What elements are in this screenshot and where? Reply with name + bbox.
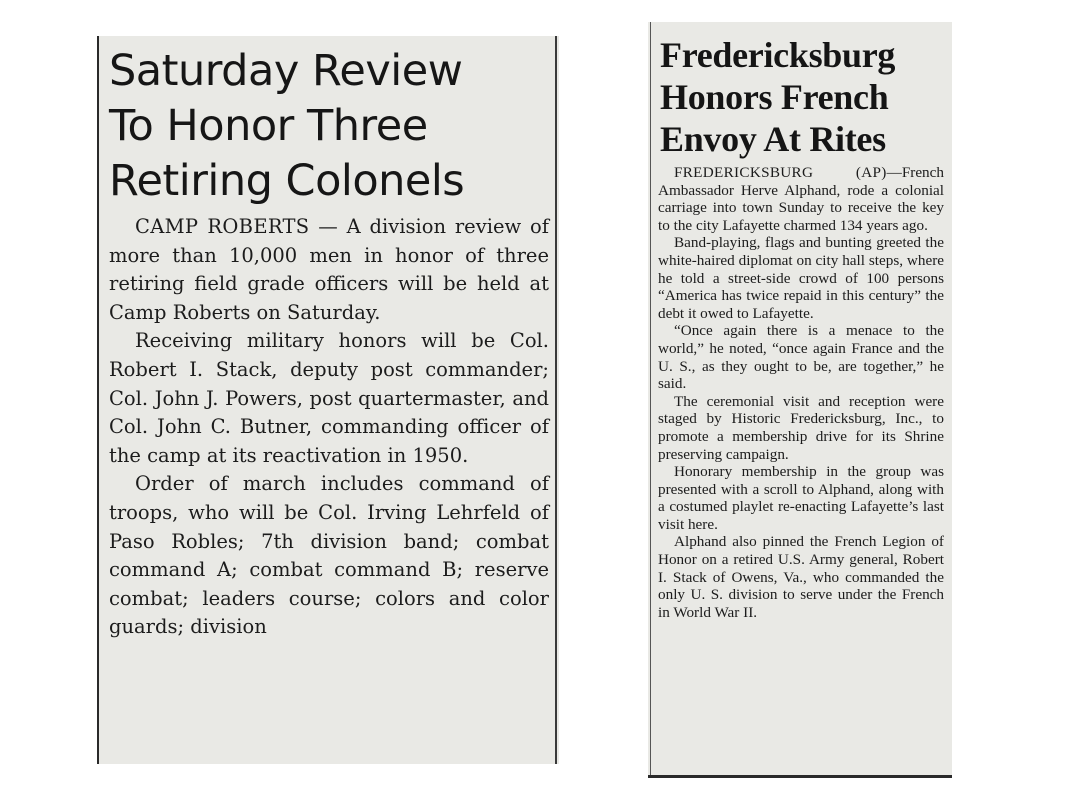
right-headline-line: Envoy At Rites	[660, 119, 886, 159]
left-headline-line: Retiring Colonels	[109, 156, 465, 206]
right-headline	[660, 34, 944, 160]
right-dateline: FREDERICKSBURG (AP)	[674, 164, 887, 181]
right-news-clipping	[648, 22, 952, 778]
right-paragraph-text: —French Ambassador Herve Alphand, rode a colonial carriage into town Sunday to receive the key to the city Lafayette charmed 134 years ago.	[658, 164, 944, 234]
right-paragraph: Alphand also pinned the French Legion of Honor on a retired U.S. Army general, Robert I. Stack of Owens, Va., who commanded the only U. S. division to serve under the French in World War II.	[658, 533, 944, 621]
right-article-body	[658, 164, 944, 621]
left-headline-line: To Honor Three	[109, 101, 428, 151]
left-paragraph: Receiving military honors will be Col. Robert I. Stack, deputy post commander; Col. John J. Powers, post quartermaster, and Col. John C. Butner, commanding officer of the camp at its reactivation in 1950.	[109, 329, 549, 467]
left-paragraph: Order of march includes command of troops, who will be Col. Irving Lehrfeld of Paso Robles; 7th division band; combat command A; combat command B; reserve combat; leaders course; colors and color guards; division	[109, 472, 549, 639]
left-dateline: CAMP ROBERTS	[135, 215, 310, 238]
right-paragraph: “Once again there is a menace to the world,” he noted, “once again France and the U. S., as they ought to be, are together,” he said.	[658, 322, 944, 393]
right-headline-line: Fredericksburg	[660, 35, 896, 75]
column-rule	[650, 22, 651, 775]
left-news-clipping	[97, 36, 559, 764]
right-paragraph: The ceremonial visit and reception were staged by Historic Fredericksburg, Inc., to promote a membership drive for its Shrine preserving campaign.	[658, 392, 944, 463]
column-rule	[555, 36, 557, 764]
left-headline	[109, 44, 549, 209]
left-paragraph	[109, 213, 549, 327]
right-paragraph: Honorary membership in the group was presented with a scroll to Alphand, along with a costumed playlet re-enacting Lafayette’s last visit here.	[658, 463, 944, 533]
right-paragraph: Band-playing, flags and bunting greeted the white-haired diplomat on city hall steps, where he told a street-side crowd of 100 persons “America has twice repaid in this century” the debt it owed to Lafayette.	[658, 234, 944, 322]
left-paragraph-text: — A division review of more than 10,000 men in honor of three retiring field grade officers will be held at Camp Roberts on Saturday.	[109, 215, 549, 324]
right-paragraph	[658, 164, 944, 234]
left-headline-line: Saturday Review	[109, 46, 463, 96]
left-article-body	[109, 213, 549, 642]
right-headline-line: Honors French	[660, 77, 889, 117]
